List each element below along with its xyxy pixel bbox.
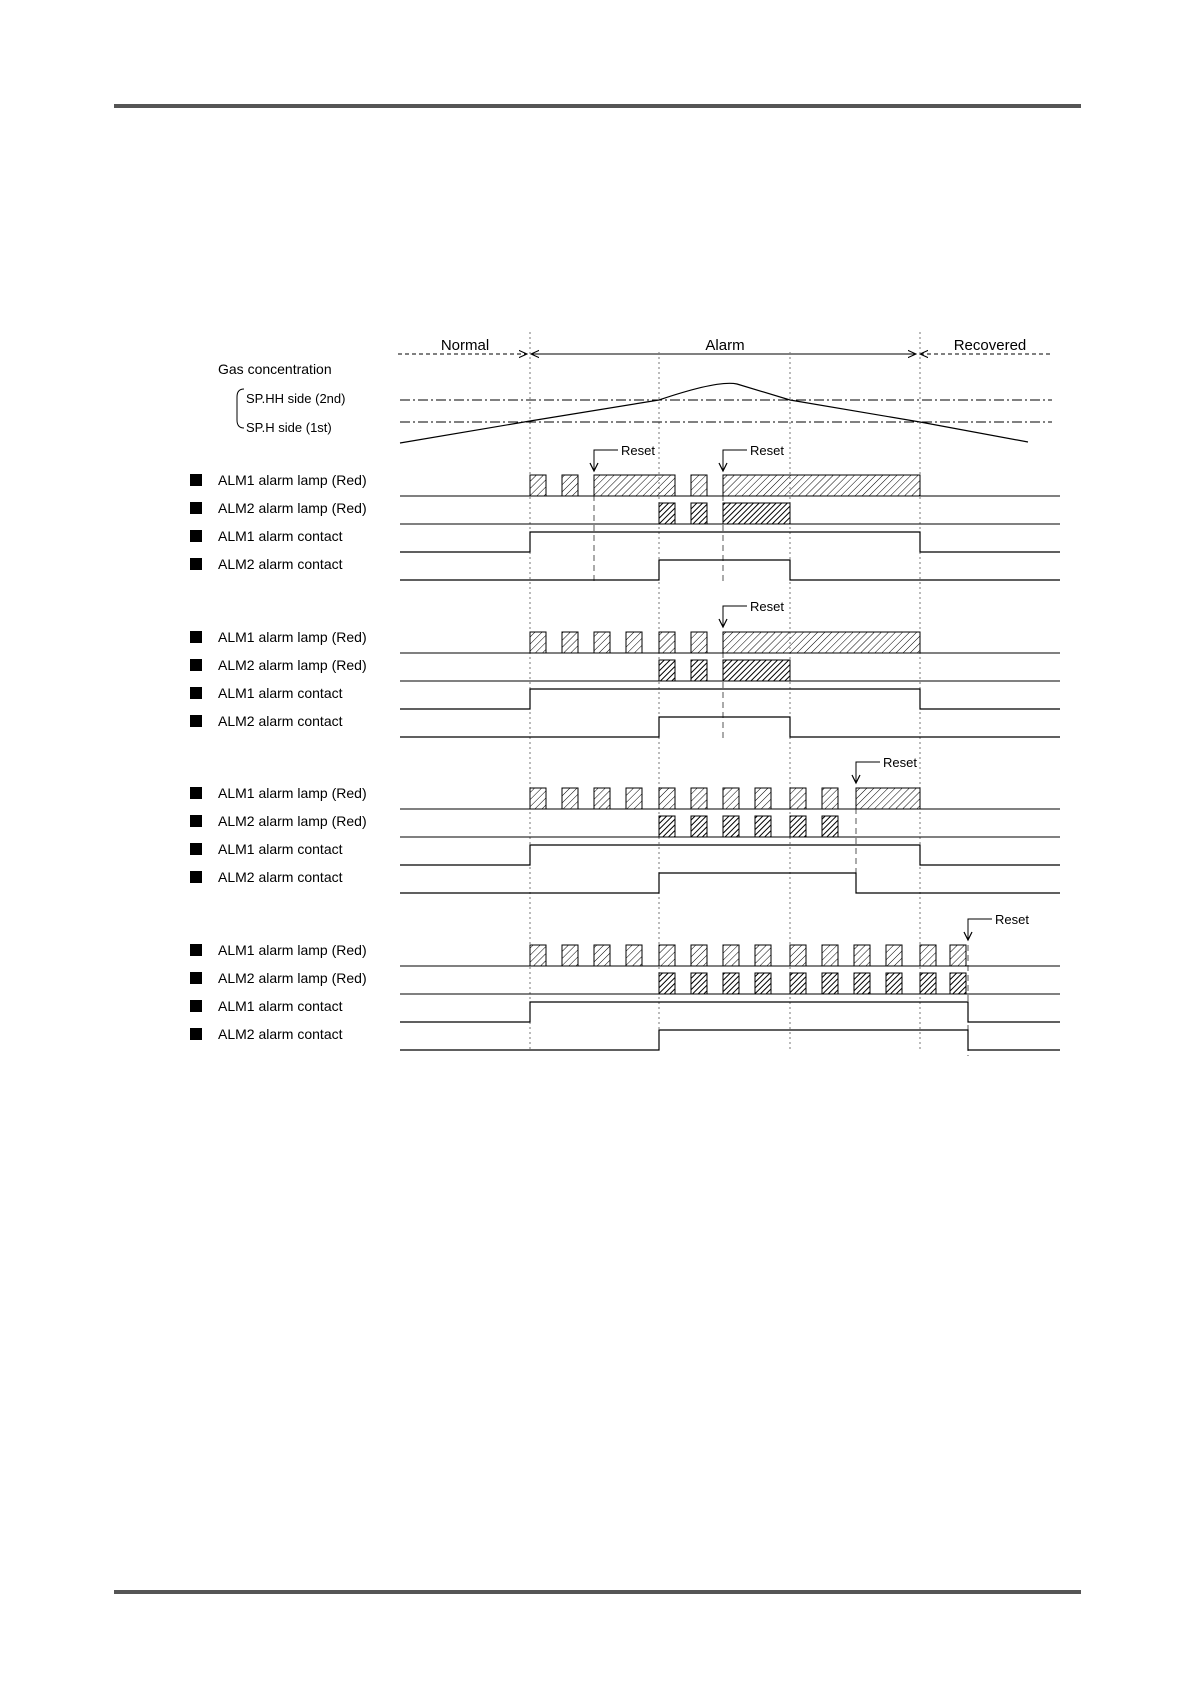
row-label-alm2-lamp: ALM2 alarm lamp (Red) (218, 500, 367, 516)
setpoint-brace (237, 389, 244, 428)
alm2-lamp-blink (723, 816, 739, 837)
alm1-lamp-blink (594, 945, 610, 966)
alm2-lamp-blink (886, 973, 902, 994)
alm2-contact-waveform (400, 560, 1060, 580)
alm2-lamp-blink (723, 973, 739, 994)
alm2-lamp-blink (822, 816, 838, 837)
row-bullet-alm2-contact (190, 558, 202, 570)
reset-arrow-line (594, 450, 618, 470)
alm1-lamp-blink (562, 945, 578, 966)
row-bullet-alm1-contact (190, 530, 202, 542)
row-label-alm2-contact: ALM2 alarm contact (218, 556, 343, 572)
alm1-lamp-steady (723, 632, 920, 653)
reset-marker (590, 443, 655, 471)
alm2-lamp-blink (755, 816, 771, 837)
phase-normal-label: Normal (440, 337, 490, 354)
alm1-contact-waveform (400, 532, 1060, 552)
alm2-contact-waveform (400, 1030, 1060, 1050)
alm1-lamp-blink (659, 632, 675, 653)
row-label-alm2-contact: ALM2 alarm contact (218, 869, 343, 885)
reset-arrow-line (968, 919, 992, 939)
row-bullet-alm1-lamp (190, 787, 202, 799)
alm1-contact-waveform (400, 1002, 1060, 1022)
row-bullet-alm1-contact (190, 843, 202, 855)
alm1-lamp-blink (626, 632, 642, 653)
alm1-lamp-blink (530, 788, 546, 809)
row-label-alm2-lamp: ALM2 alarm lamp (Red) (218, 813, 367, 829)
row-label-alm2-lamp: ALM2 alarm lamp (Red) (218, 970, 367, 986)
reset-label: Reset (750, 599, 784, 614)
alm1-lamp-blink (594, 632, 610, 653)
alm1-lamp-steady (723, 475, 920, 496)
row-label-alm1-lamp: ALM1 alarm lamp (Red) (218, 472, 367, 488)
alm1-contact-waveform (400, 689, 1060, 709)
alm1-lamp-blink (659, 945, 675, 966)
row-bullet-alm1-lamp (190, 474, 202, 486)
row-label-alm2-contact: ALM2 alarm contact (218, 1026, 343, 1042)
row-label-alm1-contact: ALM1 alarm contact (218, 998, 343, 1014)
row-label-alm1-lamp: ALM1 alarm lamp (Red) (218, 785, 367, 801)
reset-marker (852, 755, 917, 783)
alm1-lamp-blink (822, 945, 838, 966)
alm1-lamp-blink (691, 945, 707, 966)
alm2-lamp-blink (920, 973, 936, 994)
row-label-alm1-lamp: ALM1 alarm lamp (Red) (218, 942, 367, 958)
row-bullet-alm1-contact (190, 687, 202, 699)
alm2-lamp-blink (691, 816, 707, 837)
alm1-lamp-blink (920, 945, 936, 966)
alm1-lamp-blink (626, 788, 642, 809)
reset-marker (719, 443, 784, 471)
alm1-lamp-blink (950, 945, 966, 966)
alm2-lamp-blink (691, 973, 707, 994)
reset-label: Reset (995, 912, 1029, 927)
alm2-lamp-blink (790, 816, 806, 837)
phase-header (398, 337, 1050, 354)
row-bullet-alm2-contact (190, 1028, 202, 1040)
alm1-lamp-blink (723, 788, 739, 809)
alm1-lamp-blink (691, 788, 707, 809)
reset-label: Reset (750, 443, 784, 458)
alm2-lamp-blink (950, 973, 966, 994)
row-bullet-alm1-contact (190, 1000, 202, 1012)
alm2-lamp-blink (755, 973, 771, 994)
row-bullet-alm2-lamp (190, 659, 202, 671)
row-bullet-alm2-lamp (190, 972, 202, 984)
alm2-lamp-blink (691, 660, 707, 681)
row-bullet-alm2-contact (190, 871, 202, 883)
row-label-alm1-contact: ALM1 alarm contact (218, 685, 343, 701)
row-label-alm1-contact: ALM1 alarm contact (218, 528, 343, 544)
gas-concentration-title: Gas concentration (218, 361, 332, 377)
row-bullet-alm2-lamp (190, 502, 202, 514)
alm1-lamp-blink (530, 475, 546, 496)
alm1-lamp-blink (562, 632, 578, 653)
row-bullet-alm2-lamp (190, 815, 202, 827)
alm2-lamp-blink (659, 973, 675, 994)
row-bullet-alm2-contact (190, 715, 202, 727)
alm1-lamp-blink (755, 945, 771, 966)
gas-concentration-panel (218, 361, 1052, 443)
scenario-4 (190, 912, 1060, 1056)
alm1-lamp-steady (856, 788, 920, 809)
alm2-lamp-steady (723, 503, 790, 524)
sp-hh-label: SP.HH side (2nd) (246, 391, 346, 406)
alm2-contact-waveform (400, 873, 1060, 893)
reset-label: Reset (621, 443, 655, 458)
alm1-lamp-blink (530, 945, 546, 966)
row-bullet-alm1-lamp (190, 944, 202, 956)
gas-concentration-curve (400, 383, 1028, 443)
alm1-lamp-blink (530, 632, 546, 653)
phase-alarm-label: Alarm (705, 337, 745, 354)
phase-recovered-label: Recovered (953, 337, 1027, 354)
reset-arrow-line (856, 762, 880, 782)
row-bullet-alm1-lamp (190, 631, 202, 643)
alm2-lamp-blink (822, 973, 838, 994)
alm1-contact-waveform (400, 845, 1060, 865)
alm2-lamp-blink (790, 973, 806, 994)
row-label-alm1-lamp: ALM1 alarm lamp (Red) (218, 629, 367, 645)
alm2-lamp-blink (659, 660, 675, 681)
alm1-lamp-blink (886, 945, 902, 966)
alm2-lamp-blink (691, 503, 707, 524)
reset-label: Reset (883, 755, 917, 770)
alm1-lamp-blink (691, 475, 707, 496)
alm1-lamp-blink (562, 788, 578, 809)
scenario-3 (190, 755, 1060, 893)
reset-arrow-line (723, 606, 747, 626)
alm2-lamp-steady (723, 660, 790, 681)
alm1-lamp-blink (790, 788, 806, 809)
sp-h-label: SP.H side (1st) (246, 420, 332, 435)
alm2-contact-waveform (400, 717, 1060, 737)
row-label-alm2-lamp: ALM2 alarm lamp (Red) (218, 657, 367, 673)
alm1-lamp-blink (691, 632, 707, 653)
row-label-alm2-contact: ALM2 alarm contact (218, 713, 343, 729)
reset-marker (719, 599, 784, 627)
alm1-lamp-blink (822, 788, 838, 809)
scenario-1 (190, 443, 1060, 584)
alm2-lamp-blink (659, 816, 675, 837)
scenario-2 (190, 599, 1060, 741)
alm1-lamp-blink (594, 788, 610, 809)
alm1-lamp-blink (659, 788, 675, 809)
reset-marker (964, 912, 1029, 940)
alm1-lamp-blink (854, 945, 870, 966)
timing-guides (530, 332, 920, 1052)
alm1-lamp-blink (755, 788, 771, 809)
row-label-alm1-contact: ALM1 alarm contact (218, 841, 343, 857)
alm1-lamp-blink (562, 475, 578, 496)
alm2-lamp-blink (854, 973, 870, 994)
alm1-lamp-steady (594, 475, 675, 496)
alm1-lamp-blink (626, 945, 642, 966)
reset-arrow-line (723, 450, 747, 470)
alm1-lamp-blink (723, 945, 739, 966)
alm1-lamp-blink (790, 945, 806, 966)
scenarios (190, 443, 1060, 1056)
alm2-lamp-blink (659, 503, 675, 524)
